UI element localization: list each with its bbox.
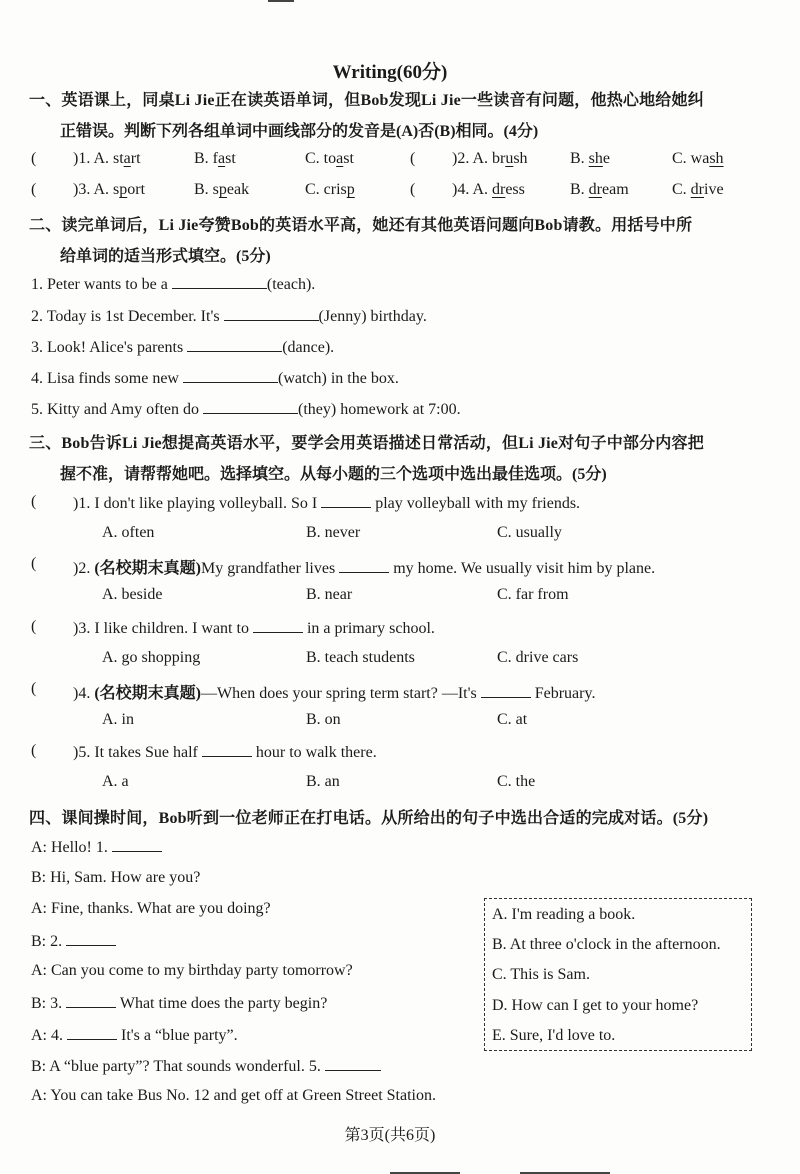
s1-q1-paren[interactable]: (: [31, 150, 37, 167]
page-number: 第3页(共6页): [344, 1127, 436, 1144]
answer-blank[interactable]: [481, 683, 531, 698]
section-2-heading: 二、读完单词后，Li Jie夸赞Bob的英语水平高，她还有其他英语问题向Bob请教。用括号中所: [29, 217, 693, 234]
dialog-line-5: A: Can you come to my birthday party tomorrow?: [31, 962, 353, 979]
exam-tag: (名校期末真题): [94, 560, 201, 577]
s3-q4-option-a[interactable]: A. in: [102, 711, 134, 728]
s3-q5-paren[interactable]: (: [31, 742, 37, 759]
option-b: B. At three o'clock in the afternoon.: [492, 936, 721, 953]
s3-q2-stem: )2. (名校期末真题)My grandfather lives my home. We usually visit him by plane.: [73, 560, 656, 577]
dialog-line-3: A: Fine, thanks. What are you doing?: [31, 900, 271, 917]
answer-blank[interactable]: [187, 337, 282, 352]
answer-blank[interactable]: [183, 368, 278, 383]
s1-q2-b: B. she: [570, 150, 611, 167]
s3-q3-option-c[interactable]: C. drive cars: [497, 649, 579, 666]
s3-q2-option-c[interactable]: C. far from: [497, 586, 569, 603]
answer-blank[interactable]: [172, 274, 267, 289]
s1-q4-b: B. dream: [570, 181, 629, 198]
option-a: A. I'm reading a book.: [492, 906, 636, 923]
s1-q4: )4. A. dress: [452, 181, 525, 198]
section-1-heading-cont: 正错误。判断下列各组单词中画线部分的发音是(A)否(B)相同。(4分): [60, 123, 539, 140]
options-box: [484, 898, 752, 1051]
s3-q5-option-c[interactable]: C. the: [497, 773, 536, 790]
s1-q3-c: C. crisp: [305, 181, 355, 198]
dialog-line-6: B: 3. What time does the party begin?: [31, 995, 328, 1012]
answer-blank[interactable]: [66, 993, 116, 1008]
s3-q4-option-c[interactable]: C. at: [497, 711, 528, 728]
answer-blank[interactable]: [66, 931, 116, 946]
dialog-line-8: B: A “blue party”? That sounds wonderful. 5.: [31, 1056, 381, 1076]
s1-q4-c: C. drive: [672, 181, 724, 198]
section-3-heading: 三、Bob告诉Li Jie想提高英语水平，要学会用英语描述日常活动，但Li Jie对句子中部分内容把: [29, 435, 704, 452]
s3-q2-paren[interactable]: (: [31, 555, 37, 572]
s2-item-4: 4. Lisa finds some new (watch) in the box.: [31, 370, 399, 387]
answer-blank[interactable]: [203, 399, 298, 414]
section-3-heading-cont: 握不准，请帮帮她吧。选择填空。从每小题的三个选项中选出最佳选项。(5分): [60, 466, 607, 483]
s2-item-3: 3. Look! Alice's parents (dance).: [31, 339, 335, 356]
s3-q5-option-b[interactable]: B. an: [306, 773, 340, 790]
answer-blank[interactable]: [325, 1056, 381, 1071]
s3-q4-option-b[interactable]: B. on: [306, 711, 341, 728]
dialog-line-4: B: 2.: [31, 931, 116, 951]
dialog-line-9: A: You can take Bus No. 12 and get off at Green Street Station.: [31, 1087, 436, 1104]
dialog-line-7: A: 4. It's a “blue party”.: [31, 1027, 238, 1044]
answer-blank[interactable]: [321, 493, 371, 508]
s1-q3-b: B. speak: [194, 181, 250, 198]
s1-q2-c: C. wash: [672, 150, 724, 167]
answer-blank[interactable]: [202, 742, 252, 757]
section-4-heading: 四、课间操时间，Bob听到一位老师正在打电话。从所给出的句子中选出合适的完成对话。(5分): [29, 810, 709, 827]
s1-q1-b: B. fast: [194, 150, 236, 167]
s3-q5-option-a[interactable]: A. a: [102, 773, 129, 790]
s3-q3-stem: )3. I like children. I want to in a primary school.: [73, 620, 435, 637]
section-2-heading-cont: 给单词的适当形式填空。(5分): [60, 248, 271, 265]
answer-blank[interactable]: [224, 306, 319, 321]
s3-q3-option-a[interactable]: A. go shopping: [102, 649, 201, 666]
s1-q1: )1. A. start: [73, 150, 141, 167]
answer-blank[interactable]: [112, 837, 162, 852]
s3-q1-stem: )1. I don't like playing volleyball. So I play volleyball with my friends.: [73, 495, 581, 512]
s3-q3-paren[interactable]: (: [31, 618, 37, 635]
page-title: Writing(60分): [332, 62, 448, 83]
s3-q5-stem: )5. It takes Sue half hour to walk there.: [73, 744, 377, 761]
dialog-line-2: B: Hi, Sam. How are you?: [31, 869, 201, 886]
answer-blank[interactable]: [67, 1025, 117, 1040]
s1-q3-paren[interactable]: (: [31, 181, 37, 198]
option-c: C. This is Sam.: [492, 966, 590, 983]
s3-q2-option-a[interactable]: A. beside: [102, 586, 163, 603]
s3-q4-stem: )4. (名校期末真题)—When does your spring term start? —It's February.: [73, 685, 596, 702]
s3-q4-paren[interactable]: (: [31, 680, 37, 697]
s3-q1-option-b[interactable]: B. never: [306, 524, 361, 541]
s1-q2: )2. A. brush: [452, 150, 528, 167]
s2-item-1: 1. Peter wants to be a (teach).: [31, 276, 316, 293]
answer-blank[interactable]: [339, 558, 389, 573]
option-d: D. How can I get to your home?: [492, 997, 699, 1014]
dialog-line-1: A: Hello! 1.: [31, 837, 162, 857]
s3-q1-paren[interactable]: (: [31, 493, 37, 510]
section-1-heading: 一、英语课上，同桌Li Jie正在读英语单词，但Bob发现Li Jie一些读音有问题，他热心地给她纠: [29, 92, 704, 109]
s1-q4-paren[interactable]: (: [410, 181, 416, 198]
s2-item-2: 2. Today is 1st December. It's (Jenny) birthday.: [31, 308, 427, 325]
s3-q1-option-a[interactable]: A. often: [102, 524, 155, 541]
s1-q2-paren[interactable]: (: [410, 150, 416, 167]
answer-blank[interactable]: [253, 618, 303, 633]
s3-q1-option-c[interactable]: C. usually: [497, 524, 562, 541]
s3-q2-option-b[interactable]: B. near: [306, 586, 353, 603]
s2-item-5: 5. Kitty and Amy often do (they) homework at 7:00.: [31, 401, 461, 418]
option-e: E. Sure, I'd love to.: [492, 1027, 616, 1044]
exam-tag: (名校期末真题): [94, 685, 201, 702]
s1-q3: )3. A. sport: [73, 181, 146, 198]
s1-q1-c: C. toast: [305, 150, 354, 167]
s3-q3-option-b[interactable]: B. teach students: [306, 649, 415, 666]
